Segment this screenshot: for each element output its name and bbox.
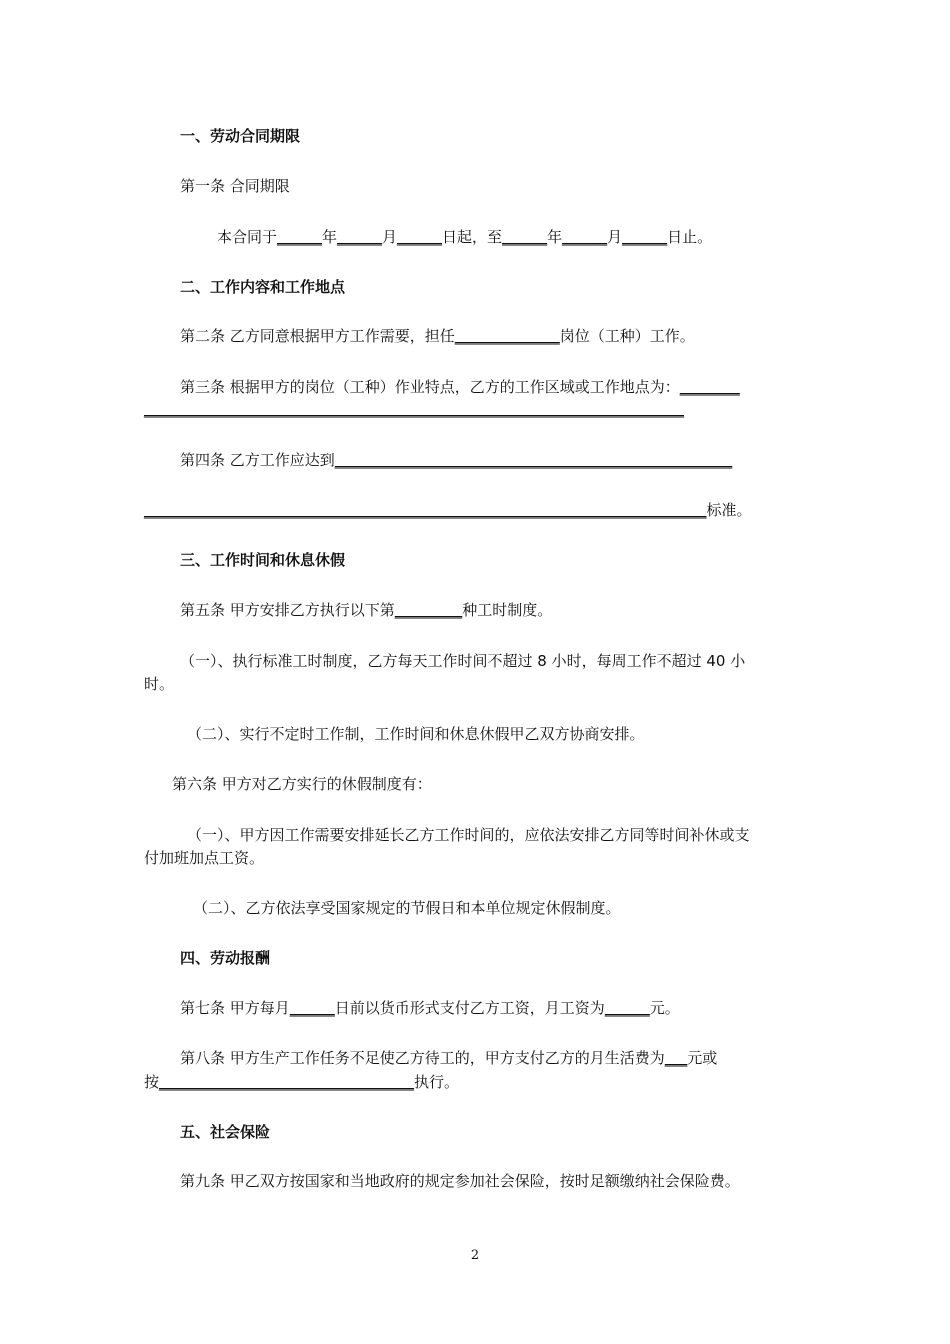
- blank-start-day: ______: [397, 228, 443, 246]
- article-5-item-1: （一）、执行标准工时制度，乙方每天工作时间不超过 8 小时，每周工作不超过 40 小: [180, 652, 746, 670]
- blank-start-year: ______: [277, 228, 323, 246]
- blank-work-location-cont: ________________________________________________________________________: [144, 400, 684, 418]
- article-3-line2: [144, 399, 684, 419]
- heading-remuneration: 四、劳动报酬: [180, 949, 271, 967]
- article-5: 第五条 甲方安排乙方执行以下第_________种工时制度。: [180, 601, 553, 619]
- article-3: 第三条 根据甲方的岗位（工种）作业特点，乙方的工作区域或工作地点为：________: [180, 378, 740, 396]
- article-9: 第九条 甲乙双方按国家和当地政府的规定参加社会保险，按时足额缴纳社会保险费。: [180, 1172, 740, 1190]
- heading-work-content: 二、工作内容和工作地点: [180, 278, 346, 296]
- blank-pay-day: ______: [289, 999, 335, 1017]
- article-6-item-2: （二）、乙方依法享受国家规定的节假日和本单位规定休假制度。: [193, 899, 621, 917]
- blank-living-allowance: ___: [664, 1049, 688, 1067]
- blank-work-standard: _____________________________________________________: [334, 451, 733, 469]
- article-8: 第八条 甲方生产工作任务不足使乙方待工的，甲方支付乙方的月生活费为___元或: [180, 1049, 718, 1067]
- blank-end-month: ______: [562, 228, 608, 246]
- article-5-item-2: （二）、实行不定时工作制，工作时间和休息休假甲乙双方协商安排。: [187, 725, 645, 743]
- heading-work-hours: 三、工作时间和休息休假: [180, 551, 346, 569]
- article-4-line2: ___________________________________________________________________________标准。: [144, 501, 752, 519]
- heading-social-insurance: 五、社会保险: [180, 1123, 271, 1141]
- blank-allowance-standard: __________________________________: [159, 1073, 415, 1091]
- heading-contract-term: 一、劳动合同期限: [180, 127, 301, 145]
- article-6-item-1-cont: 付加班加点工资。: [144, 849, 265, 867]
- article-6-item-1: （一）、甲方因工作需要安排延长乙方工作时间的，应依法安排乙方同等时间补休或支: [187, 826, 750, 844]
- article-4: 第四条 乙方工作应达到_____________________________________________________: [180, 451, 733, 469]
- blank-start-month: ______: [337, 228, 383, 246]
- article-1: 第一条 合同期限: [180, 177, 290, 195]
- article-7: 第七条 甲方每月______日前以货币形式支付乙方工资，月工资为______元。: [180, 999, 680, 1017]
- page-number: 2: [470, 1248, 480, 1263]
- blank-end-year: ______: [502, 228, 548, 246]
- blank-hours-system: _________: [394, 601, 463, 619]
- article-1-period: 本合同于______年______月______日起，至______年______月______日止。: [217, 228, 713, 246]
- blank-monthly-salary: ______: [604, 999, 650, 1017]
- article-6: 第六条 甲方对乙方实行的休假制度有：: [172, 775, 432, 793]
- article-5-item-1-cont: 时。: [144, 675, 175, 693]
- blank-position: ______________: [454, 327, 560, 345]
- blank-end-day: ______: [622, 228, 668, 246]
- blank-work-location: ________: [679, 378, 740, 396]
- article-2: 第二条 乙方同意根据甲方工作需要，担任______________岗位（工种）工作。: [180, 327, 695, 345]
- blank-work-standard-cont: ___________________________________________________________________________: [144, 501, 707, 519]
- article-8-line2: 按__________________________________执行。: [144, 1073, 460, 1091]
